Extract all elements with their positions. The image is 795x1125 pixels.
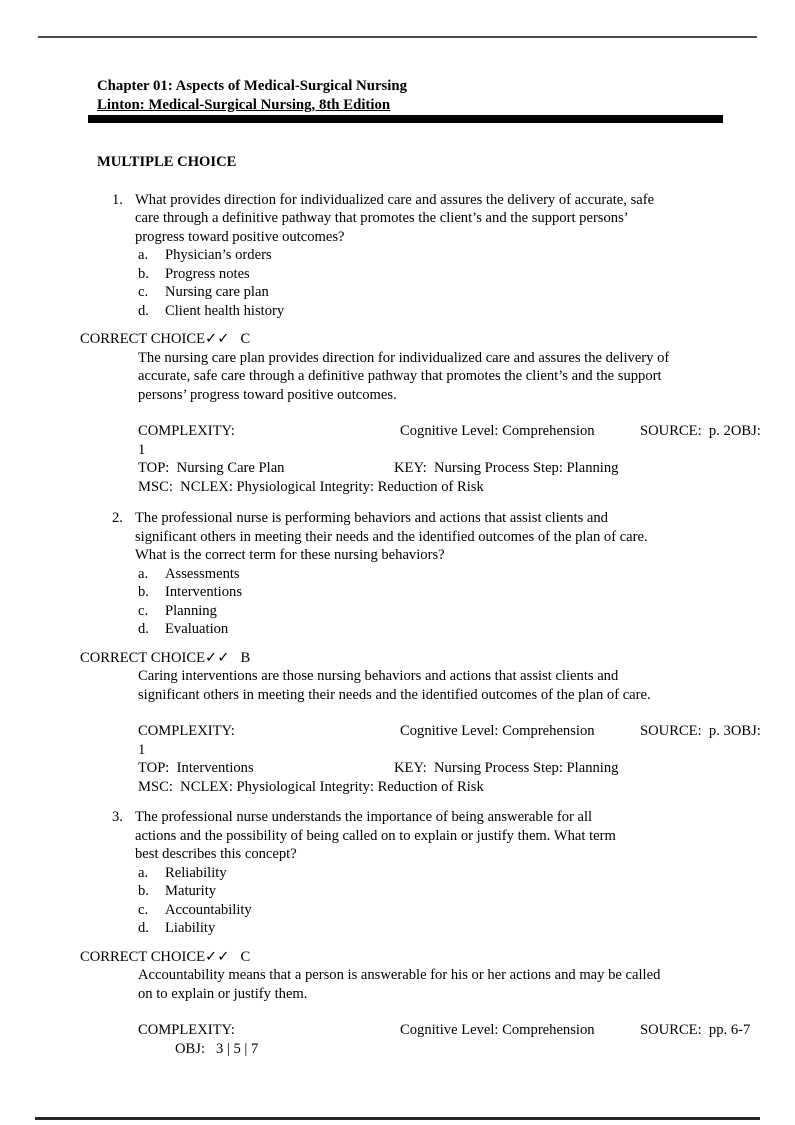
checkmark-icon: ✓✓ <box>205 948 230 965</box>
obj-label: OBJ: <box>730 423 761 439</box>
document-header <box>97 0 795 114</box>
rationale-line: Accountability means that a person is answerable for his or her actions and may be called <box>138 967 661 983</box>
complexity-label: COMPLEXITY: <box>138 723 235 739</box>
option-text: Planning <box>165 602 217 619</box>
cognitive-level: Cognitive Level: Comprehension <box>400 423 595 439</box>
question-block-2 <box>0 509 795 639</box>
rationale-line: The nursing care plan provides direction for individualized care and assures the delivery of <box>138 349 670 366</box>
option-text: Accountability <box>165 901 252 918</box>
question-text-line: actions and the possibility of being called on to explain or justify them. What term <box>135 827 616 844</box>
checkmark-icon: ✓✓ <box>205 649 230 666</box>
obj-value: OBJ: 3 | 5 | 7 <box>175 1040 259 1057</box>
top-horizontal-rule <box>38 36 757 38</box>
chapter-title: Chapter 01: Aspects of Medical-Surgical Nursing <box>97 78 408 94</box>
rationale-line: on to explain or justify them. <box>138 985 308 1002</box>
rationale-line: accurate, safe care through a definitive pathway that promotes the client’s and the support <box>138 368 662 384</box>
checkmark-icon: ✓✓ <box>205 331 230 347</box>
correct-choice-label: CORRECT CHOICE <box>80 331 206 347</box>
option-letter: c. <box>138 284 149 300</box>
option-text: Progress notes <box>165 265 250 282</box>
topic-ref: TOP: Nursing Care Plan <box>138 460 285 476</box>
cognitive-level: Cognitive Level: Comprehension <box>400 723 595 739</box>
obj-label: OBJ: <box>730 723 761 739</box>
option-letter: a. <box>138 247 149 263</box>
rationale <box>138 667 795 704</box>
question-text-line: care through a definitive pathway that promotes the client’s and the support persons’ <box>135 210 629 226</box>
bottom-horizontal-rule <box>35 1117 760 1120</box>
option-letter: d. <box>138 302 149 319</box>
option-text: Interventions <box>165 584 243 600</box>
question-metadata <box>138 722 778 796</box>
correct-choice-line <box>80 330 795 349</box>
question-number: 3. <box>112 809 123 825</box>
correct-choice-letter: B <box>240 649 251 666</box>
source-ref: SOURCE: p. 3 <box>640 723 731 739</box>
option-text: Evaluation <box>165 621 229 637</box>
complexity-label: COMPLEXITY: <box>138 1022 235 1038</box>
option-row <box>135 919 795 938</box>
question-block-1 <box>0 191 795 321</box>
key-ref: KEY: Nursing Process Step: Planning <box>394 760 619 776</box>
option-text: Client health history <box>165 302 285 319</box>
option-row <box>135 583 795 602</box>
option-row <box>135 901 795 920</box>
option-letter: d. <box>138 920 149 936</box>
option-row <box>135 565 795 584</box>
option-letter: a. <box>138 565 149 582</box>
option-text: Nursing care plan <box>165 284 269 300</box>
rationale-line: significant others in meeting their needs and the identified outcomes of the plan of care. <box>138 686 651 703</box>
rationale <box>138 966 795 1003</box>
option-letter: b. <box>138 584 149 600</box>
correct-choice-letter: C <box>240 331 251 347</box>
header-divider-bar <box>88 115 723 123</box>
complexity-label: COMPLEXITY: <box>138 423 235 439</box>
topic-ref: TOP: Interventions <box>138 760 254 776</box>
cognitive-level: Cognitive Level: Comprehension <box>400 1022 595 1038</box>
question-number: 1. <box>112 191 123 208</box>
msc-ref: MSC: NCLEX: Physiological Integrity: Reduction of Risk <box>138 778 484 795</box>
rationale-line: persons’ progress toward positive outcomes. <box>138 386 397 403</box>
option-row <box>135 882 795 901</box>
question-text-line: What is the correct term for these nursing behaviors? <box>135 547 445 563</box>
option-text: Physician’s orders <box>165 247 272 263</box>
question-block-3 <box>0 808 795 938</box>
book-title: Linton: Medical-Surgical Nursing, 8th Edition <box>97 96 391 113</box>
option-row <box>135 265 795 284</box>
option-letter: d. <box>138 621 149 637</box>
question-text-line: significant others in meeting their needs and the identified outcomes of the plan of care. <box>135 528 648 545</box>
question-text-line: The professional nurse is performing behaviors and actions that assist clients and <box>135 510 608 526</box>
option-row <box>135 246 795 265</box>
question-metadata <box>138 1021 778 1058</box>
option-row <box>135 864 795 883</box>
key-ref: KEY: Nursing Process Step: Planning <box>394 460 619 476</box>
option-letter: b. <box>138 265 149 282</box>
correct-choice-label: CORRECT CHOICE <box>80 948 206 965</box>
option-text: Maturity <box>165 883 217 899</box>
option-text: Reliability <box>165 864 227 881</box>
question-text-line: best describes this concept? <box>135 846 297 862</box>
msc-ref: MSC: NCLEX: Physiological Integrity: Reduction of Risk <box>138 478 484 495</box>
source-ref: SOURCE: pp. 6-7 <box>640 1022 751 1038</box>
option-letter: a. <box>138 864 149 881</box>
option-letter: c. <box>138 602 149 619</box>
source-ref: SOURCE: p. 2 <box>640 423 731 439</box>
option-row <box>135 620 795 639</box>
option-text: Assessments <box>165 565 240 582</box>
option-letter: b. <box>138 883 149 899</box>
rationale-line: Caring interventions are those nursing behaviors and actions that assist clients and <box>138 668 619 684</box>
rationale <box>138 349 795 405</box>
question-text-line: progress toward positive outcomes? <box>135 228 345 245</box>
question-metadata <box>138 422 778 496</box>
question-number: 2. <box>112 510 123 526</box>
correct-choice-line <box>80 948 795 967</box>
correct-choice-line <box>80 649 795 668</box>
correct-choice-letter: C <box>240 948 251 965</box>
obj-value: 1 <box>138 741 146 758</box>
correct-choice-label: CORRECT CHOICE <box>80 649 206 666</box>
option-letter: c. <box>138 901 149 918</box>
option-row <box>135 602 795 621</box>
question-text-line: The professional nurse understands the importance of being answerable for all <box>135 809 593 825</box>
section-heading: MULTIPLE CHOICE <box>97 154 237 170</box>
option-row <box>135 283 795 302</box>
option-row <box>135 302 795 321</box>
question-text-line: What provides direction for individualized care and assures the delivery of accurate, safe <box>135 191 655 208</box>
obj-value: 1 <box>138 441 146 458</box>
option-text: Liability <box>165 920 216 936</box>
